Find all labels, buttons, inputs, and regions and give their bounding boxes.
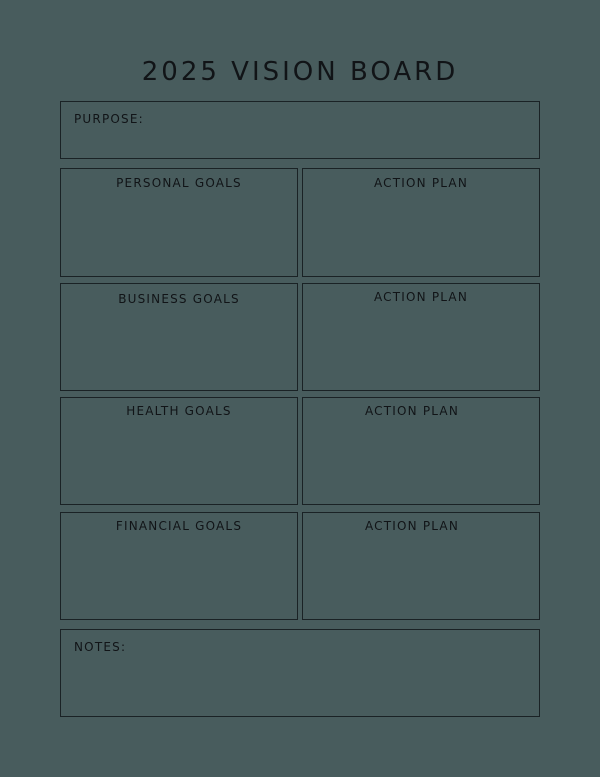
- financial-action-plan-label: ACTION PLAN: [364, 519, 460, 533]
- purpose-label: PURPOSE:: [74, 112, 144, 126]
- personal-goals-box[interactable]: [60, 168, 298, 277]
- health-action-plan-box[interactable]: [302, 397, 540, 505]
- health-action-plan-label: ACTION PLAN: [364, 404, 460, 418]
- health-goals-label: HEALTH GOALS: [126, 404, 232, 418]
- financial-goals-box[interactable]: [60, 512, 298, 620]
- business-goals-label: BUSINESS GOALS: [118, 292, 240, 306]
- business-action-plan-label: ACTION PLAN: [373, 290, 469, 304]
- health-goals-box[interactable]: [60, 397, 298, 505]
- financial-goals-label: FINANCIAL GOALS: [115, 519, 243, 533]
- notes-box[interactable]: [60, 629, 540, 717]
- personal-action-plan-box[interactable]: [302, 168, 540, 277]
- business-action-plan-box[interactable]: [302, 283, 540, 391]
- page-title: 2025 VISION BOARD: [141, 57, 459, 87]
- financial-action-plan-box[interactable]: [302, 512, 540, 620]
- personal-action-plan-label: ACTION PLAN: [373, 176, 469, 190]
- personal-goals-label: PERSONAL GOALS: [116, 176, 242, 190]
- business-goals-box[interactable]: [60, 283, 298, 391]
- purpose-box[interactable]: [60, 101, 540, 159]
- notes-label: NOTES:: [74, 640, 127, 654]
